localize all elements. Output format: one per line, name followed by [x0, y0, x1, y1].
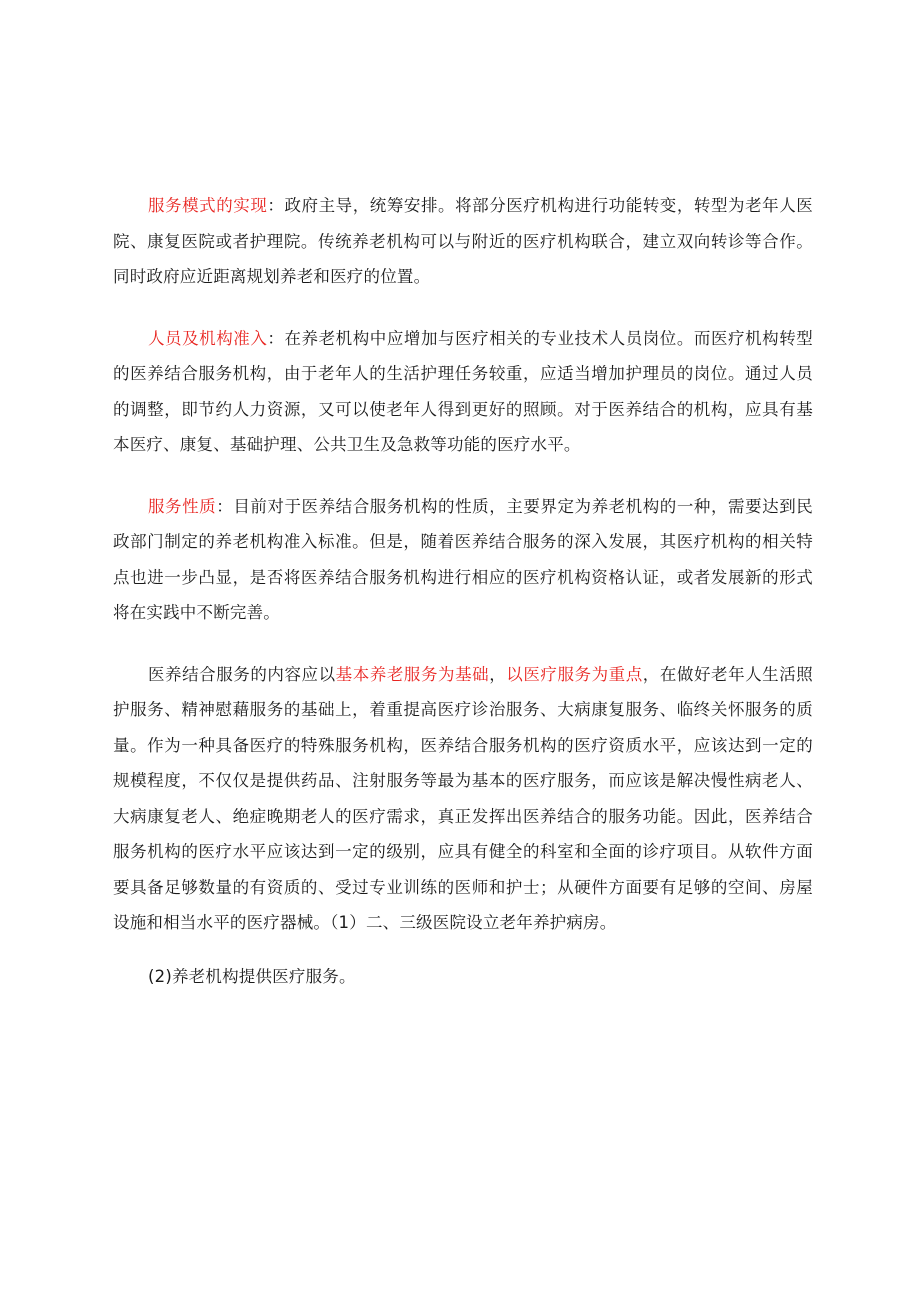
document-body: [113, 188, 813, 994]
heading-service-model: 服务模式的实现: [148, 196, 268, 215]
content-text-part2: ，: [489, 664, 507, 684]
highlight-elderly-basis: 基本养老服务为基础: [335, 664, 490, 684]
heading-staff-access: 人员及机构准入: [148, 328, 268, 348]
content-text-part3: ，在做好老年人生活照护服务、精神慰藉服务的基础上，着重提高医疗诊治服务、大病康复服务、临终关怀服务的质量。作为一种具备医疗的特殊服务机构，医养结合服务机构的医疗资质水平，应该达到一定的规模程度，不仅仅是提供药品、注射服务等最为基本的医疗服务，而应该是解决慢性病老人、大病康复老人、绝症晚期老人的医疗需求，真正发挥出医养结合的服务功能。因此，医养结合服务机构的医疗水平应该达到一定的级别，应具有健全的科室和全面的诊疗项目。从软件方面要具备足够数量的有资质的、受过专业训练的医师和护士；从硬件方面要有足够的空间、房屋设施和相当水平的医疗器械。（1）二、三级医院设立老年养护病房。: [113, 664, 814, 932]
paragraph-staff-access: [113, 321, 813, 463]
paragraph-service-model: [113, 188, 813, 295]
paragraph-service-nature: [113, 489, 813, 631]
highlight-medical-focus: 以医疗服务为重点: [506, 664, 643, 684]
separator: ：: [267, 196, 285, 215]
paragraph-text: 政府主导，统筹安排。将部分医疗机构进行功能转变，转型为老年人医院、康复医院或者护理院。传统养老机构可以与附近的医疗机构联合，建立双向转诊等合作。同时政府应近距离规划养老和医疗的位置。: [113, 196, 813, 286]
separator: ：: [267, 328, 285, 348]
paragraph-service-content: [113, 657, 813, 941]
paragraph-text: 目前对于医养结合服务机构的性质，主要界定为养老机构的一种，需要达到民政部门制定的养老机构准入标准。但是，随着医养结合服务的深入发展，其医疗机构的相关特点也进一步凸显，是否将医养结合服务机构进行相应的医疗机构资格认证，或者发展新的形式将在实践中不断完善。: [113, 496, 813, 622]
paragraph-final-line: (2)养老机构提供医疗服务。: [148, 966, 356, 986]
content-text-part1: 医养结合服务的内容应以: [148, 664, 336, 684]
heading-service-nature: 服务性质: [148, 496, 217, 516]
separator: ：: [216, 496, 234, 516]
paragraph-text: 在养老机构中应增加与医疗相关的专业技术人员岗位。而医疗机构转型的医养结合服务机构，由于老年人的生活护理任务较重，应适当增加护理员的岗位。通过人员的调整，即节约人力资源，又可以使老年人得到更好的照顾。对于医养结合的机构，应具有基本医疗、康复、基础护理、公共卫生及急救等功能的医疗水平。: [113, 328, 813, 454]
